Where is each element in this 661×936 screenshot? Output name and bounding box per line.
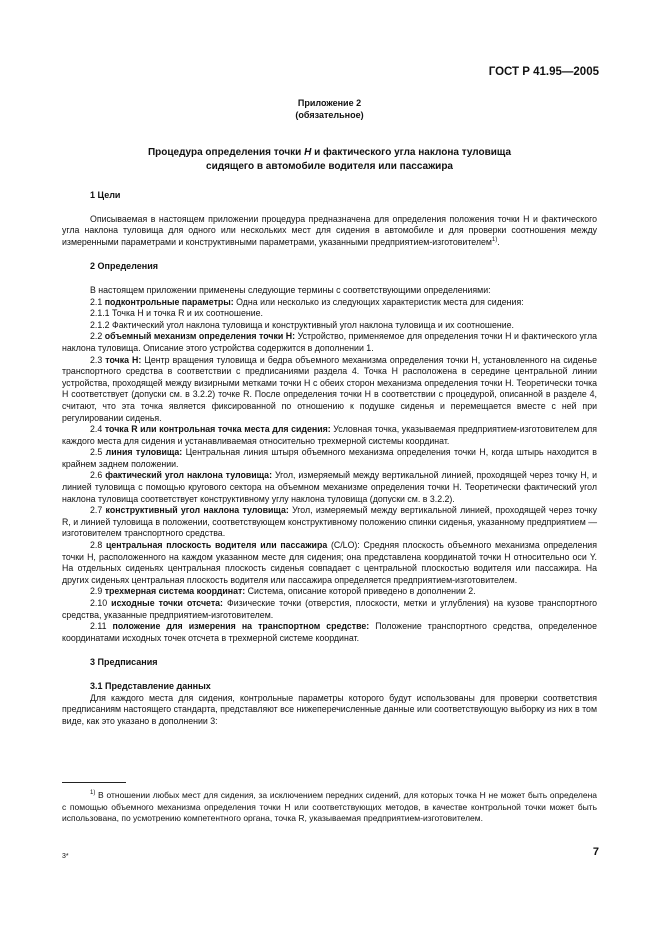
footer-mark: 3*	[62, 853, 69, 860]
definition-2-1-1: 2.1.1 Точка Н и точка R и их соотношение.	[90, 308, 263, 319]
section-3-heading: 3 Предписания	[90, 657, 158, 668]
definition-2-4: 2.4 точка R или контрольная точка места для сидения: Условная точка, указываемая предприятием-изготовителем для каждого места для сидения и устанавливаемая относительно трехмерной системы координат.	[62, 424, 598, 446]
definition-2-9: 2.9 трехмерная система координат: Система, описание которой приведено в дополнении 2.	[90, 586, 476, 597]
definition-2-6: 2.6 фактический угол наклона туловища: Угол, измеряемый между вертикальной линией, проходящей через точку Н, и линией туловища с помощью кругового сектора на объемном механизме определения точки Н. Теоретически фактический угол наклона туловища соответствует конструктивному углу наклона туловища (допуски см. в 3.2.2).	[62, 470, 597, 504]
definition-2-1-2: 2.1.2 Фактический угол наклона туловища и конструктивный угол наклона туловища и их соотношение.	[90, 319, 514, 330]
definition-2-7: 2.7 конструктивный угол наклона туловища: Угол, измеряемый между вертикальной линией, проходящей через точку R, и линией туловища в положении, соответствующем конструктивному положению спинки сиденья, указанному предприятием — изготовителем транспортного средства.	[62, 505, 597, 539]
footnote-divider	[62, 782, 126, 783]
section-3-1-text: Для каждого места для сидения, контрольные параметры которого будут использованы для проверки соответствия предписаниям настоящего стандарта, представляют все нижеперечисленные данные или соответствующую выборку из них в том виде, как это указано в дополнении 3:	[62, 692, 597, 726]
definition-2-1: 2.1 подконтрольные параметры: Одна или несколько из следующих характеристик места для сидения:	[90, 296, 524, 307]
section-2-heading: 2 Определения	[90, 261, 158, 272]
definition-2-5: 2.5 линия туловища: Центральная линия штыря объемного механизма определения точки Н, когда штырь находится в крайнем заднем положении.	[62, 447, 597, 469]
section-1-text: Описываемая в настоящем приложении процедура предназначена для определения положения точки Н и фактического угла наклона туловища для одного или нескольких мест для сидения в автомобиле и для проверки соотношения между измеренными параметрами и конструктивными параметрами, указанными предприятием-изготовителем$^{1)}$.	[62, 213, 597, 247]
appendix-title: Приложение 2	[297, 98, 362, 108]
footnote-ref: 1)	[491, 236, 498, 243]
document-body	[62, 98, 597, 727]
standard-header: ГОСТ Р 41.95—2005	[488, 66, 599, 78]
appendix-heading	[62, 98, 597, 121]
definition-2-8: 2.8 центральная плоскость водителя или пассажира (С/LO): Средняя плоскость объемного механизма определения точки Н, расположенного на каждом указанном месте для сидения; она представлена координатой точки Н относительно оси Y. На отдельных сиденьях центральная плоскость сиденья совпадает с центральной плоскостью водителя или пассажира. На других сиденьях центральная плоскость водителя или пассажира определяется предприятием-изготовителем.	[62, 540, 597, 585]
definition-2-3: 2.3 точка Н: Центр вращения туловища и бедра объемного механизма определения точки Н, установленного на сиденье транспортного средства в соответствии с предписаниями раздела 4. Точка Н расположена в середине центральной линии устройства, проходящей между визирными метками точки Н с обеих сторон механизма определения точки Н. Теоретически точка Н соответствует (допуски см. в 3.2.2) точке R. После определения точки Н в соответствии с процедурой, описанной в разделе 4, считают, что эта точка является фиксированной по отношению к подушке сиденья и перемещается вместе с ней при регулировании сиденья.	[62, 354, 597, 423]
procedure-title: Процедура определения точки Н и фактического угла наклона туловища сидящего в автомобиле водителя или пассажира	[147, 147, 512, 172]
section-3-1-heading: 3.1 Представление данных	[90, 680, 211, 691]
appendix-status: (обязательное)	[295, 109, 364, 120]
definitions-intro: В настоящем приложении применены следующие термины с соответствующими определениями:	[90, 284, 491, 295]
definition-2-2: 2.2 объемный механизм определения точки Н: Устройство, применяемое для определения точки Н и фактического угла наклона туловища. Описание этого устройства содержится в дополнении 1.	[62, 331, 597, 353]
definition-2-10: 2.10 исходные точки отсчета: Физические точки (отверстия, плоскости, метки и углубления) на кузове транспортного средства, указанные предприятием-изготовителем.	[62, 598, 597, 620]
footnote: $^{1)}$ В отношении любых мест для сидения, за исключением передних сидений, для которых точка Н не может быть определена с помощью объемного механизма определения точки Н или соответствующих методов, в качестве контрольной точки может быть использована, по усмотрению компетентного органа, точка R, указываемая предприятием-изготовителем.	[62, 790, 597, 823]
definition-2-11: 2.11 положение для измерения на транспортном средстве: Положение транспортного средства, определенное координатами исходных точек отсчета в трехмерной системе координат.	[62, 621, 597, 643]
section-1-heading: 1 Цели	[90, 190, 121, 200]
page-number: 7	[592, 846, 599, 858]
